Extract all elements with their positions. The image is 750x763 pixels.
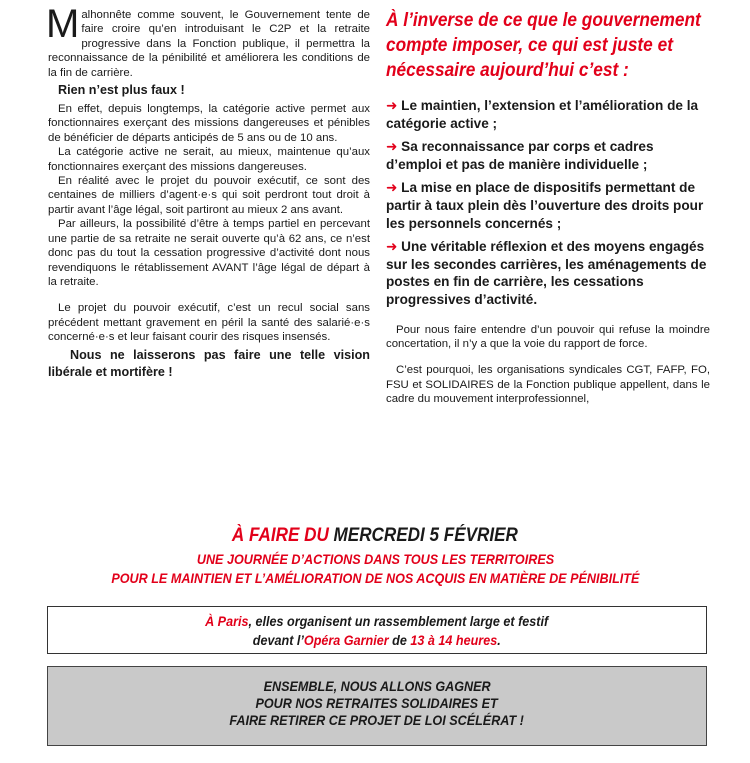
- call-date: MERCREDI 5 FÉVRIER: [333, 525, 518, 546]
- call-to-action-title: À FAIRE DU MERCREDI 5 FÉVRIER: [231, 525, 518, 546]
- call-to-action-subtitle: UNE JOURNÉE D’ACTIONS DANS TOUS LES TERRITOIRES POUR LE MAINTIEN ET L’AMÉLIORATION DE NOS ACQUIS EN MATIÈRE DE PÉNIBILITÉ: [110, 551, 640, 586]
- slogan-line: FAIRE RETIRER CE PROJET DE LOI SCÉLÉRAT !: [229, 712, 525, 728]
- arrow-right-icon: ➜: [386, 98, 398, 113]
- paragraph-maintenue: La catégorie active ne serait, au mieux, maintenue qu’aux fonctionnaires exerçant des missions dangereuses.: [48, 146, 370, 173]
- rally-hours: 13 à 14 heures: [410, 632, 498, 648]
- demand-item: ➜ La mise en place de dispositifs permettant de partir à taux plein dès l’ouverture des droits pour les personnels concernés ;: [386, 180, 704, 231]
- rien-heading: Rien n’est plus faux !: [58, 83, 185, 98]
- right-body: [386, 323, 710, 407]
- paragraph-categorie-active: En effet, depuis longtemps, la catégorie active permet aux fonctionnaires exerçant des missions dangereuses et pénibles de bénéficier de départs anticipés de 5 ans ou de 10 ans.: [48, 103, 370, 144]
- demand-item: ➜ Une véritable réflexion et des moyens engagés sur les secondes carrières, les aménagements de postes en fin de carrière, les cessations progressives d’activité.: [386, 239, 707, 307]
- paragraph-rapport-de-force: Pour nous faire entendre d’un pouvoir qui refuse la moindre concertation, il n’y a que la voie du rapport de force.: [386, 323, 710, 350]
- slogan-line: POUR NOS RETRAITES SOLIDAIRES ET: [255, 695, 499, 711]
- arrow-right-icon: ➜: [386, 239, 398, 255]
- drop-cap: M: [46, 2, 80, 46]
- paragraph-recul-social: Le projet du pouvoir exécutif, c’est un recul social sans précédent mettant gravement en péril la santé des salarié·e·s concerné·e·s et leur faisant courir des risques insensés.: [48, 302, 370, 344]
- slogan-line: ENSEMBLE, NOUS ALLONS GAGNER: [263, 678, 491, 694]
- left-column: [46, 2, 370, 381]
- closing-slogan-box: [47, 666, 707, 746]
- paragraph-organisations: C’est pourquoi, les organisations syndicales CGT, FAFP, FO, FSU et SOLIDAIRES de la Fonction publique appellent, dans le cadre du mouvement interprofessionnel,: [386, 364, 710, 406]
- paris-rally-box: À Paris, elles organisent un rassemblement large et festif devant l’Opéra Garnier de 13 à 14 heures.: [47, 606, 707, 654]
- headline: À l’inverse de ce que le gouvernement compte imposer, ce qui est juste et nécessaire aujourd’hui c’est :: [386, 10, 701, 81]
- demands-list: [386, 97, 710, 309]
- paragraph-temps-partiel: Par ailleurs, la possibilité d’être à temps partiel en percevant une partie de sa retraite ne serait ouverte qu’à 62 ans, ce n’est donc pas du tout la cessation progressive d’activité dont nous revendiquons le rétablissement AVANT l’âge légal de départ à la retraite.: [48, 218, 370, 288]
- intro-paragraph: [46, 2, 370, 80]
- paris-label: À Paris: [205, 613, 249, 629]
- arrow-right-icon: ➜: [386, 139, 398, 155]
- paragraph-realite: En réalité avec le projet du pouvoir exécutif, ce sont des centaines de milliers d’agent·e·s qui soit perdront tout droit à partir avant l’âge légal, soit partiront au mieux 2 ans avant.: [48, 175, 370, 216]
- closing-statement: Nous ne laisserons pas faire une telle vision libérale et mortifère !: [48, 347, 370, 379]
- demand-item: ➜ Le maintien, l’extension et l’amélioration de la catégorie active ;: [386, 98, 699, 131]
- arrow-right-icon: ➜: [386, 180, 398, 196]
- right-column: [386, 8, 710, 407]
- intro-text: alhonnête comme souvent, le Gouvernement tente de faire croire qu’en introduisant le C2P et la retraite progressive dans la Fonction publique, il permettra la reconnaissance de la pénibilité et améliorera les conditions de la fin de carrière.: [48, 9, 370, 79]
- demand-item: ➜ Sa reconnaissance par corps et cadres d’emploi et pas de manière individuelle ;: [386, 139, 654, 172]
- venue-name: Opéra Garnier: [304, 632, 389, 648]
